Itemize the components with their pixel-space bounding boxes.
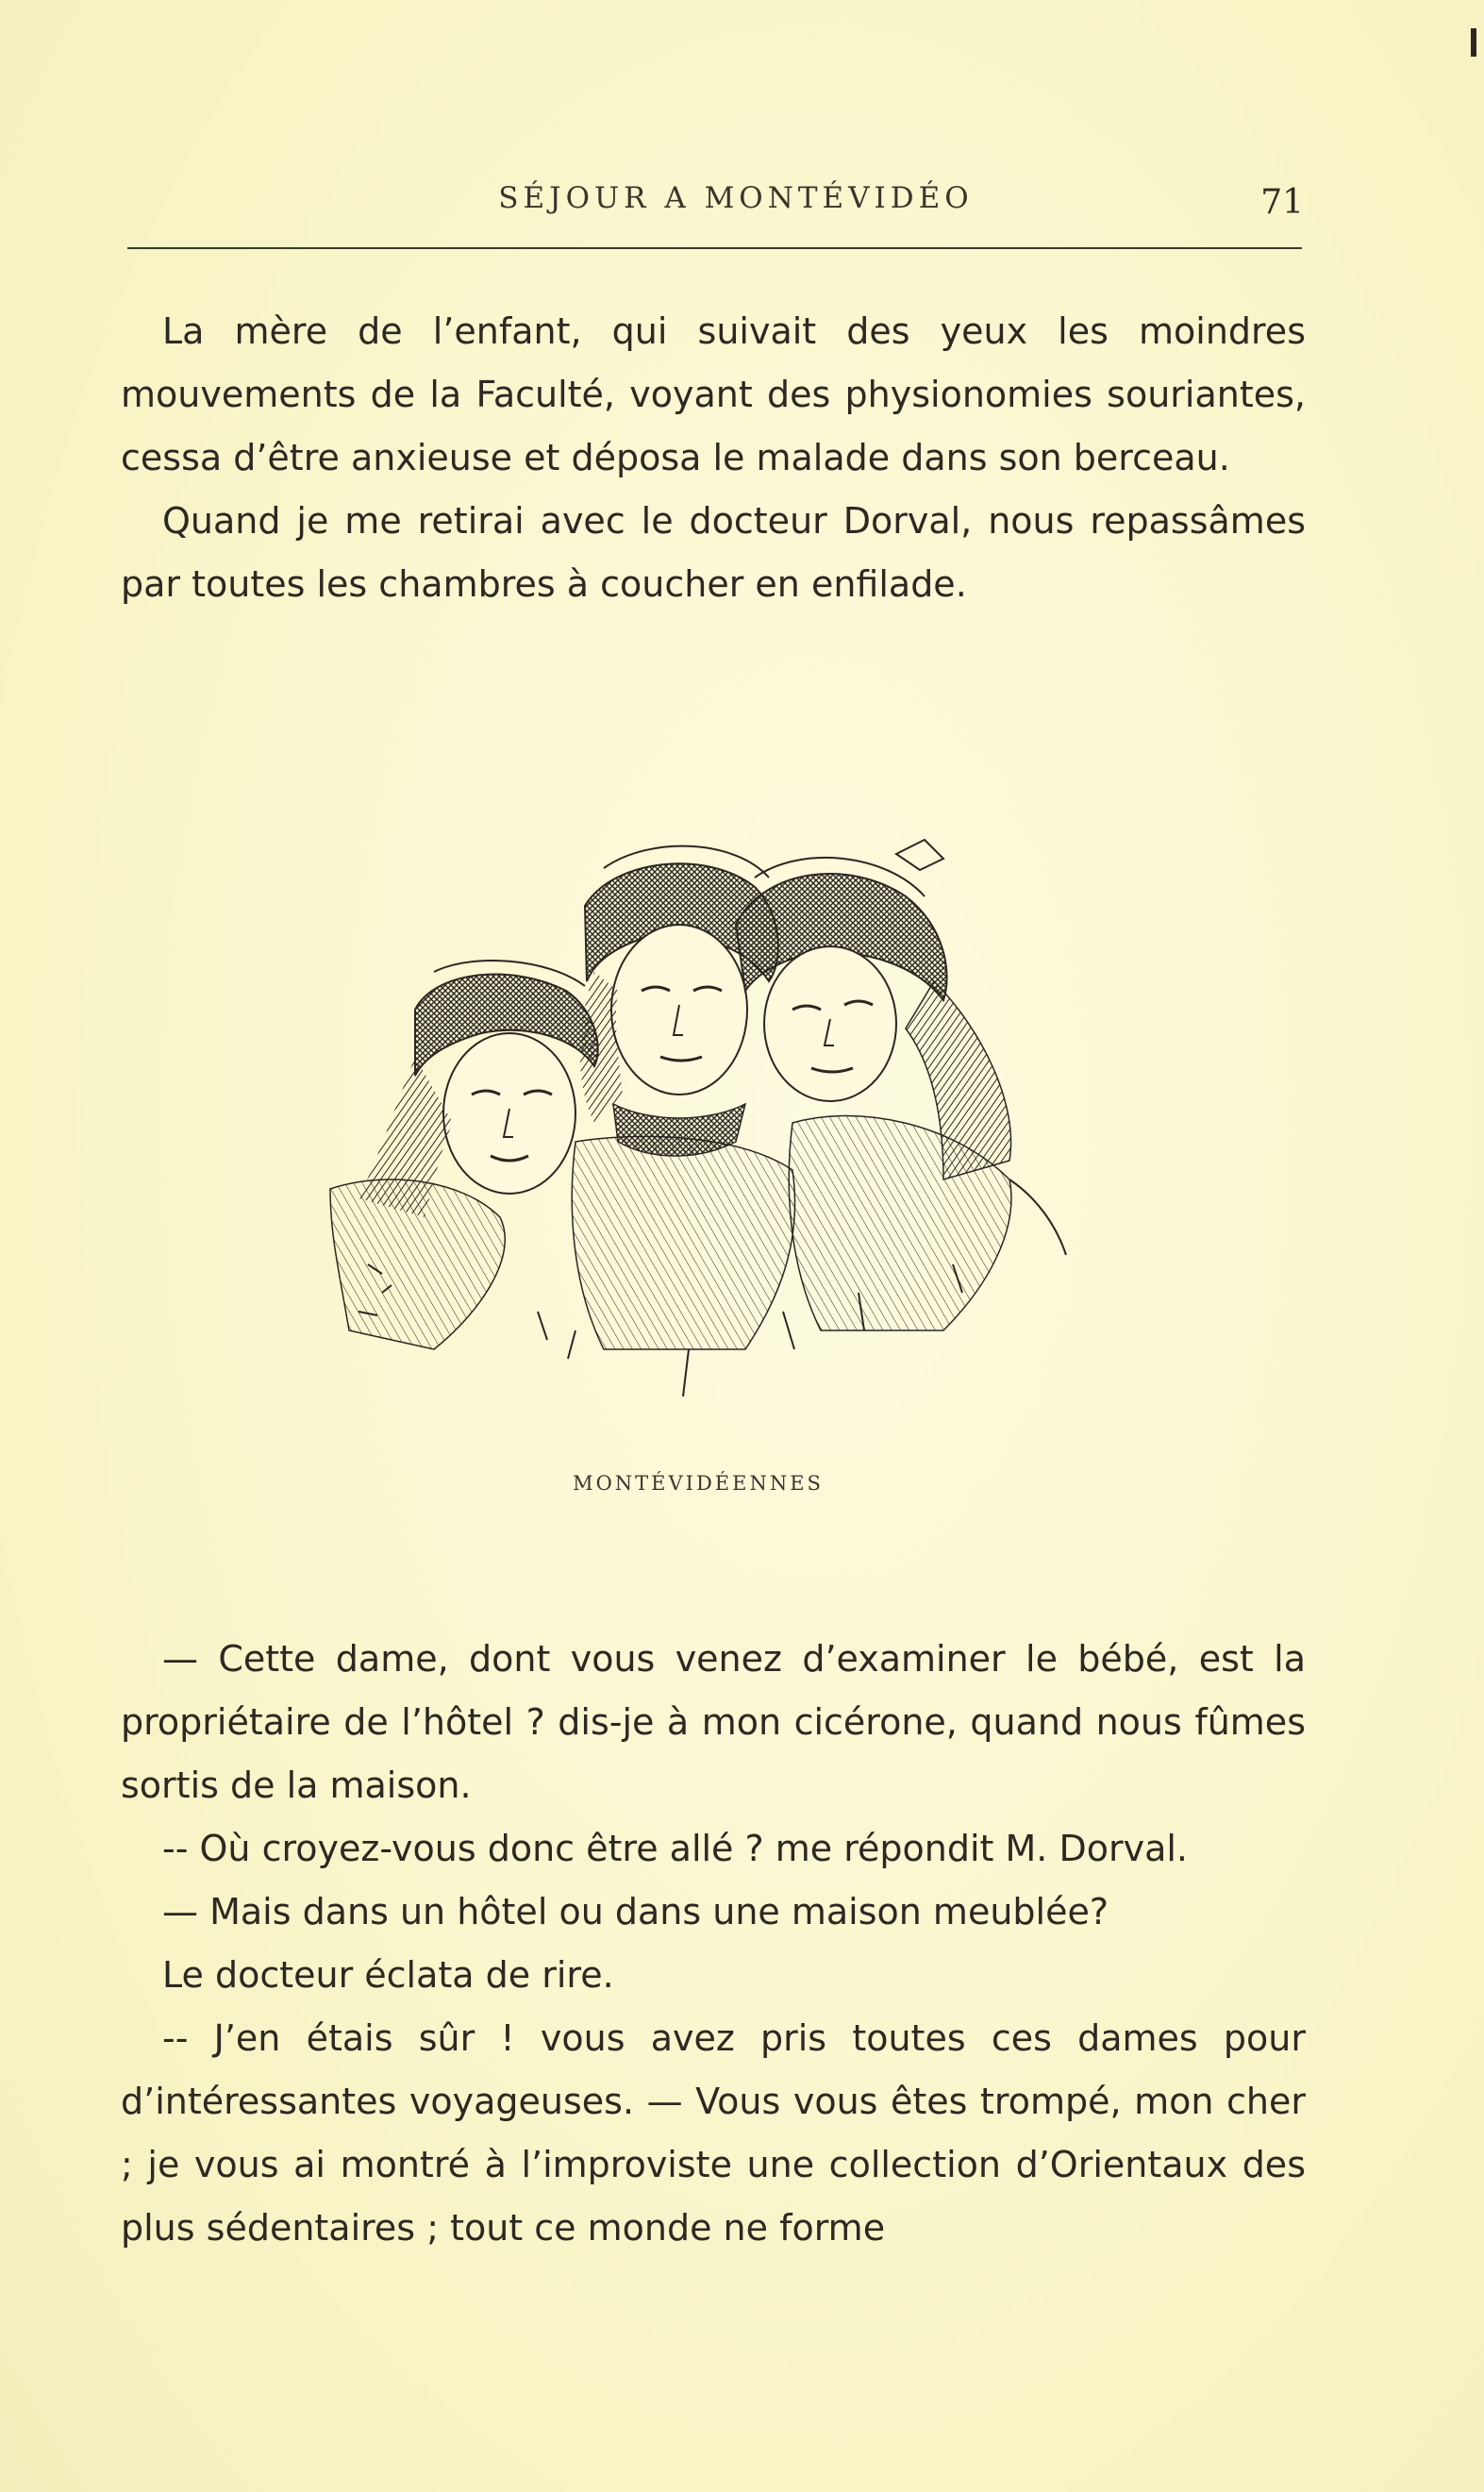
running-head: SÉJOUR A MONTÉVIDÉO: [498, 181, 974, 215]
paragraph: Le docteur éclata de rire.: [162, 1954, 614, 1996]
paragraph: — Mais dans un hôtel ou dans une maison meublée?: [162, 1891, 1109, 1932]
page-number: 71: [1260, 183, 1304, 222]
header-rule: [127, 247, 1302, 249]
paragraph: — Cette dame, dont vous venez d’examiner le bébé, est la propriétaire de l’hôtel ? dis-je à mon cicérone, quand nous fûmes sortis de la maison.: [121, 1638, 1306, 1806]
page-edge-mark: [1471, 28, 1476, 57]
left-figure: [330, 961, 598, 1349]
paragraph: Quand je me retirai avec le docteur Dorval, nous repassâmes par toutes les chambres à coucher en enfilade.: [121, 500, 1306, 605]
page-header: [123, 181, 1304, 228]
figure-caption: MONTÉVIDÉENNES: [573, 1472, 824, 1495]
paragraph: -- J’en étais sûr ! vous avez pris toutes ces dames pour d’intéressantes voyageuses. — Vous vous êtes trompé, mon cher ; je vous ai montré à l’improviste une collection d’Orientaux des plus sédentaires ; tout ce monde ne forme: [121, 2017, 1306, 2249]
top-text-block: [121, 300, 1306, 616]
paragraph: La mère de l’enfant, qui suivait des yeux les moindres mouvements de la Faculté, voyant des physionomies souriantes, cessa d’être anxieuse et déposa le malade dans son berceau.: [121, 310, 1306, 478]
paragraph: -- Où croyez-vous donc être allé ? me répondit M. Dorval.: [162, 1828, 1189, 1869]
engraving-illustration: [292, 821, 1104, 1397]
bottom-text-block: [121, 1628, 1306, 2260]
